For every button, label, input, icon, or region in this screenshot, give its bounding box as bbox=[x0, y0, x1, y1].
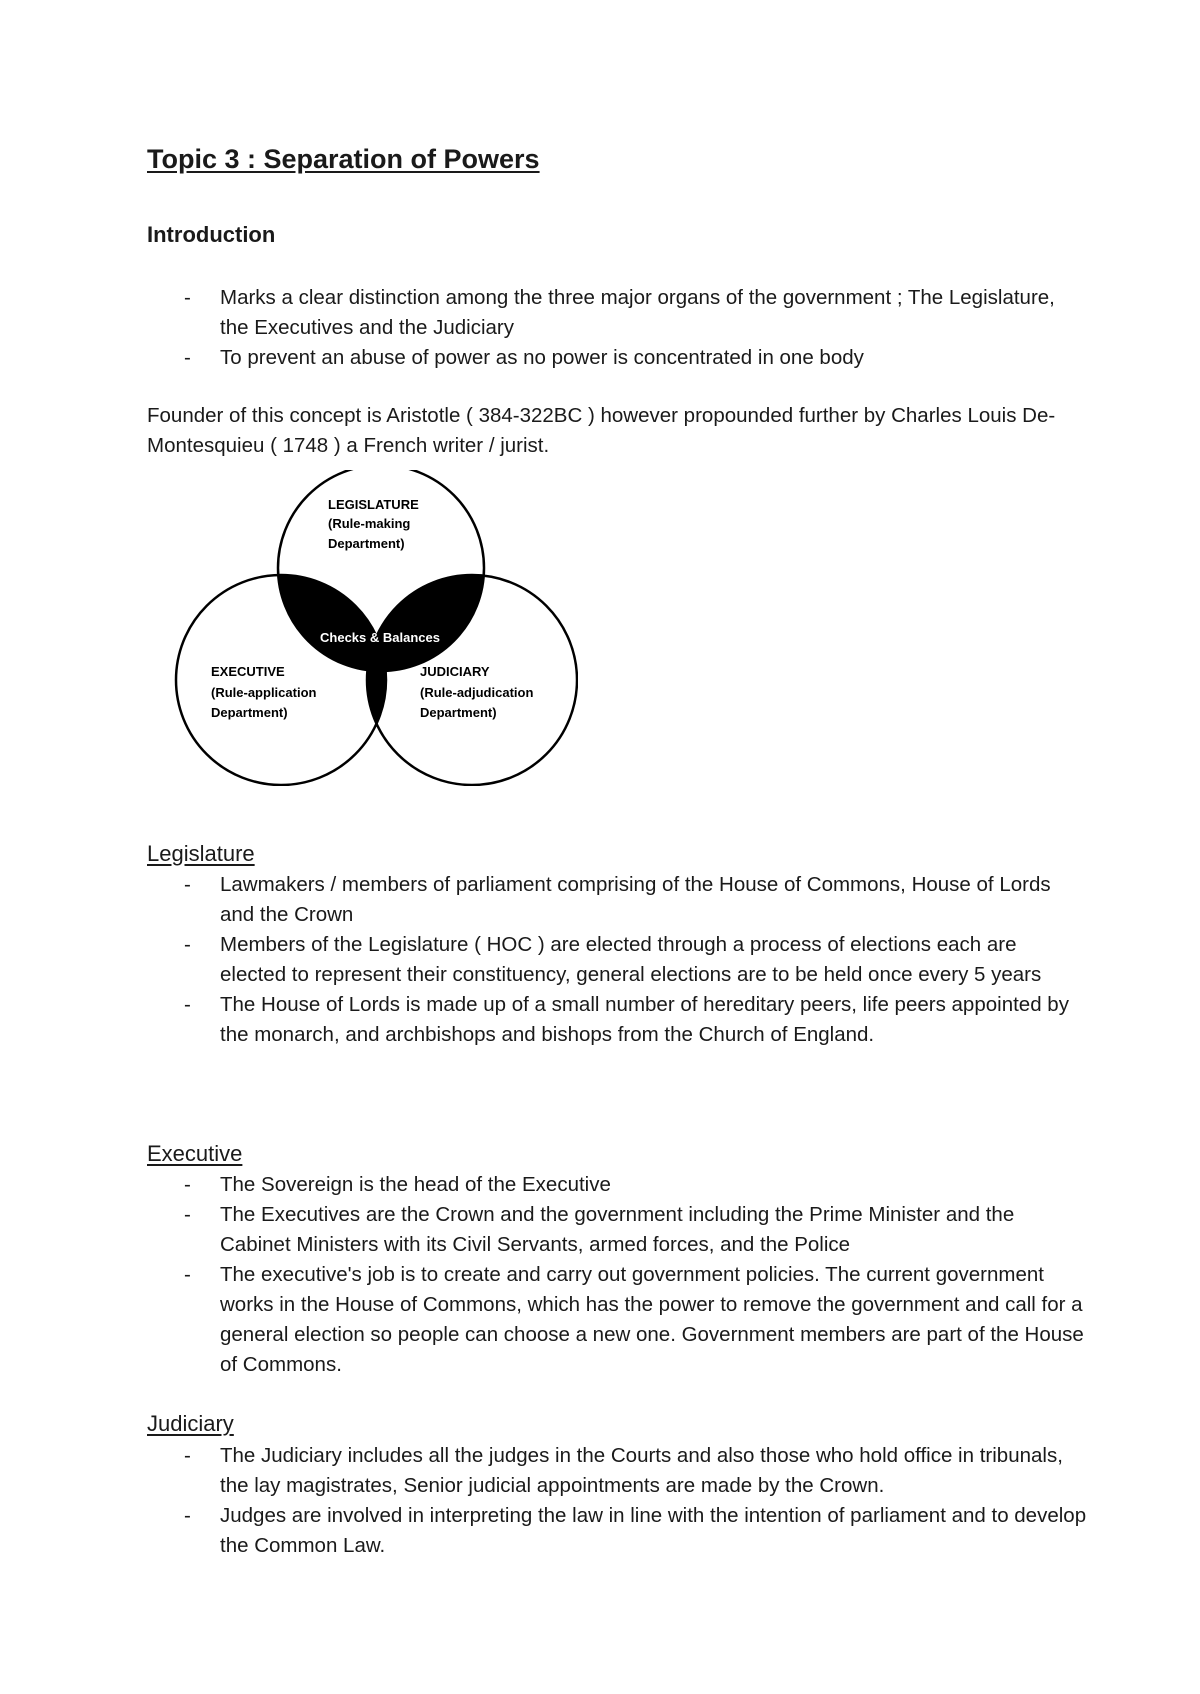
bullet-dash: - bbox=[184, 346, 191, 369]
legislature-sublabel: Department) bbox=[328, 536, 405, 551]
judiciary-label: JUDICIARY bbox=[420, 664, 490, 679]
executive-sublabel: (Rule-application bbox=[211, 685, 317, 700]
list-item: - Lawmakers / members of parliament comprising of the House of Commons, House of Lords and the Crown bbox=[147, 870, 1087, 930]
legislature-list bbox=[147, 870, 1087, 1050]
checks-and-balances-label: Checks & Balances bbox=[320, 630, 440, 645]
list-item: - The Sovereign is the head of the Executive bbox=[147, 1170, 1087, 1200]
bullet-dash: - bbox=[184, 1173, 191, 1196]
separation-of-powers-diagram bbox=[168, 470, 578, 786]
executive-label: EXECUTIVE bbox=[211, 664, 285, 679]
bullet-dash: - bbox=[184, 1504, 191, 1527]
judiciary-sublabel: (Rule-adjudication bbox=[420, 685, 534, 700]
executive-sublabel: Department) bbox=[211, 705, 288, 720]
bullet-dash: - bbox=[184, 286, 191, 309]
judiciary-sublabel: Department) bbox=[420, 705, 497, 720]
bullet-dash: - bbox=[184, 1263, 191, 1286]
list-item: - The executive's job is to create and carry out government policies. The current government works in the House of Commons, which has the power to remove the government and call for a general election so people can choose a new one. Government members are part of the House of Commons. bbox=[147, 1260, 1087, 1380]
judiciary-list bbox=[147, 1441, 1087, 1561]
executive-list bbox=[147, 1170, 1087, 1380]
judiciary-heading: Judiciary bbox=[147, 1411, 234, 1436]
list-item: - Members of the Legislature ( HOC ) are elected through a process of elections each are elected to represent their constituency, general elections are to be held once every 5 years bbox=[147, 930, 1087, 990]
legislature-sublabel: (Rule-making bbox=[328, 516, 411, 531]
list-item: - To prevent an abuse of power as no power is concentrated in one body bbox=[147, 343, 1087, 373]
founder-paragraph: Founder of this concept is Aristotle ( 384-322BC ) however propounded further by Charles Louis De-Montesquieu ( 1748 ) a French writer / jurist. bbox=[147, 404, 1056, 457]
list-item: - Judges are involved in interpreting the law in line with the intention of parliament and to develop the Common Law. bbox=[147, 1501, 1087, 1561]
list-item: - The Executives are the Crown and the government including the Prime Minister and the Cabinet Ministers with its Civil Servants, armed forces, and the Police bbox=[147, 1200, 1087, 1260]
introduction-heading: Introduction bbox=[147, 222, 276, 247]
bullet-dash: - bbox=[184, 873, 191, 896]
list-item: - The House of Lords is made up of a small number of hereditary peers, life peers appointed by the monarch, and archbishops and bishops from the Church of England. bbox=[147, 990, 1087, 1050]
list-item: - Marks a clear distinction among the three major organs of the government ; The Legislature, the Executives and the Judiciary bbox=[147, 283, 1087, 343]
legislature-heading: Legislature bbox=[147, 841, 255, 866]
bullet-dash: - bbox=[184, 1444, 191, 1467]
executive-circle bbox=[176, 575, 386, 785]
list-item: - The Judiciary includes all the judges in the Courts and also those who hold office in tribunals, the lay magistrates, Senior judicial appointments are made by the Crown. bbox=[147, 1441, 1087, 1501]
bullet-dash: - bbox=[184, 1203, 191, 1226]
page-title: Topic 3 : Separation of Powers bbox=[147, 144, 540, 174]
bullet-dash: - bbox=[184, 933, 191, 956]
introduction-list bbox=[147, 283, 1087, 373]
bullet-dash: - bbox=[184, 993, 191, 1016]
executive-heading: Executive bbox=[147, 1141, 243, 1166]
legislature-label: LEGISLATURE bbox=[328, 497, 419, 512]
